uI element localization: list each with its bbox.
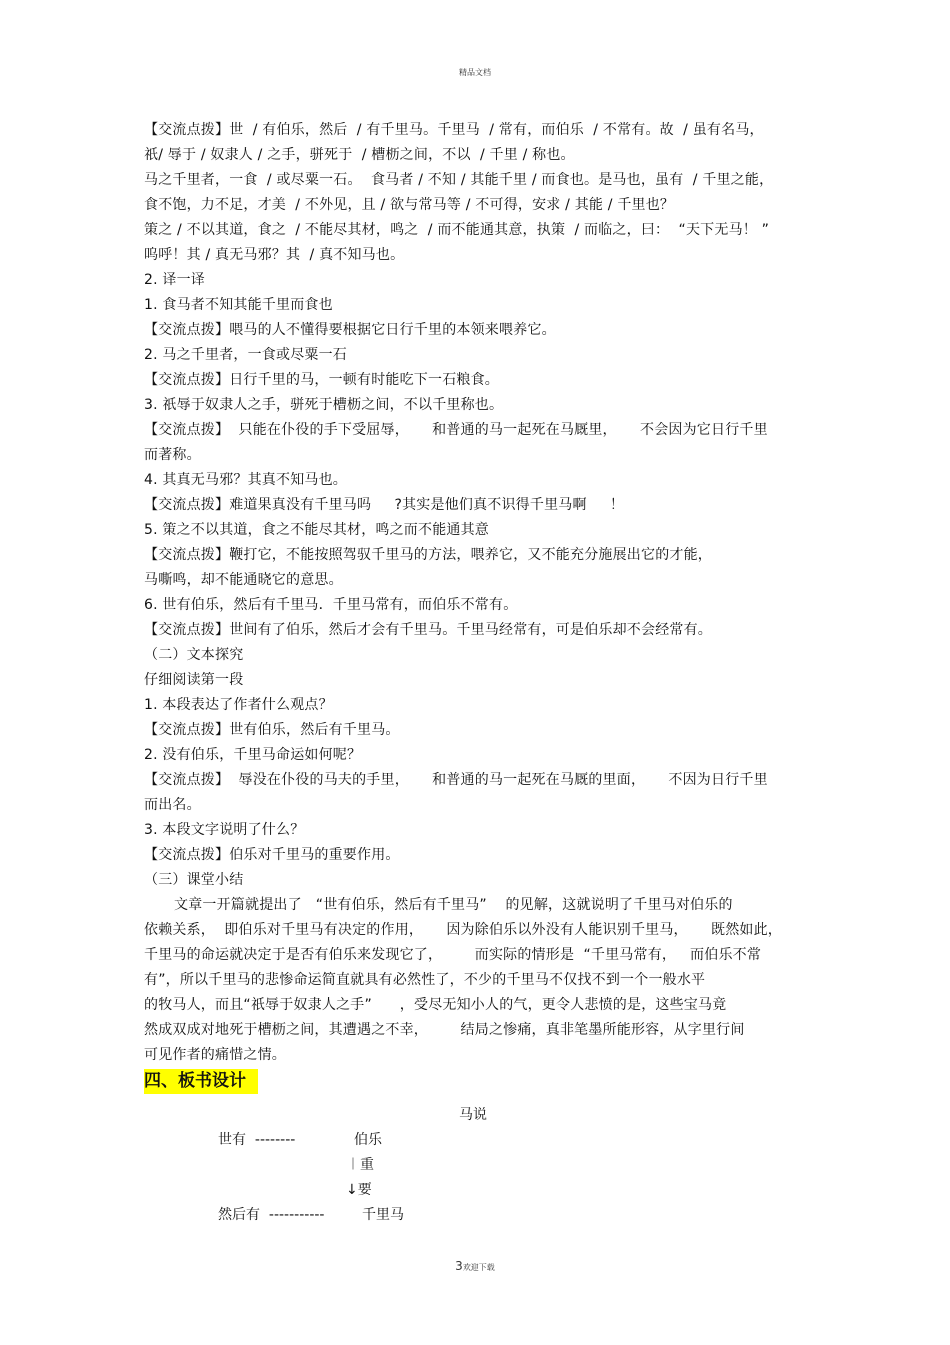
text-line: 3. 本段文字说明了什么？ [144,822,305,838]
text-line: 文章一开篇就提出了 “世有伯乐，然后有千里马” 的见解，这就说明了千里马对伯乐的 [174,897,733,913]
text-line: 4. 其真无马邪？其真不知马也。 [144,472,348,488]
text-line: 有”，所以千里马的悲惨命运简直就具有必然性了，不少的千里马不仅找不到一个一般水平 [144,972,706,988]
text-line: （二）文本探究 [144,647,244,663]
text-line: 食不饱，力不足，才美 / 不外见，且 / 欲与常马等 / 不可得，安求 / 其能 / 千里也？ [144,197,675,213]
text-line: （三）课堂小结 [144,872,244,888]
text-line: 【交流点拨】世有伯乐，然后有千里马。 [144,722,400,738]
text-line: 【交流点拨】难道果真没有千里马吗 ?其实是他们真不识得千里马啊 ！ [144,497,625,513]
board-title: 马说 [459,1107,487,1123]
text-line: 仔细阅读第一段 [144,672,244,688]
text-line: 【交流点拨】伯乐对千里马的重要作用。 [144,847,400,863]
text-line: 可见作者的痛惜之情。 [144,1047,286,1063]
text-line: 然成双成对地死于槽枥之间，其遭遇之不幸， 结局之惨痛，真非笔墨所能形容，从字里行间 [144,1022,745,1038]
text-line: 【交流点拨】 辱没在仆役的马夫的手里， 和普通的马一起死在马厩的里面， 不因为日行千里 [144,772,768,788]
text-line: 2. 译一译 [144,272,206,288]
text-line: 【交流点拨】世 / 有伯乐，然后 / 有千里马。千里马 / 常有，而伯乐 / 不常有。故 / 虽有名马， [144,122,764,138]
summary-paragraph [144,893,824,1068]
body-lines [144,118,824,893]
text-line: 5. 策之不以其道，食之不能尽其材，鸣之而不能通其意 [144,522,490,538]
text-line: 2. 马之千里者，一食或尽粟一石 [144,347,348,363]
text-line: 依赖关系， 即伯乐对千里马有决定的作用， 因为除伯乐以外没有人能识别千里马， 既然如此， [144,922,782,938]
text-line: 而著称。 [144,447,201,463]
text-line: 【交流点拨】世间有了伯乐，然后才会有千里马。千里马经常有，可是伯乐却不会经常有。 [144,622,712,638]
text-line: 【交流点拨】鞭打它，不能按照驾驭千里马的方法，喂养它，又不能充分施展出它的才能， [144,547,712,563]
board-design [144,1094,824,1234]
board-row1-right: 伯乐 [354,1132,382,1148]
board-row2-right: 千里马 [362,1207,404,1223]
text-line: 3. 祇辱于奴隶人之手，骈死于槽枥之间，不以千里称也。 [144,397,504,413]
text-line: 1. 本段表达了作者什么观点？ [144,697,333,713]
board-row2-left: 然后有 ----------- [218,1207,325,1223]
text-line: 而出名。 [144,797,201,813]
text-line: 的牧马人，而且“祇辱于奴隶人之手” ，受尽无知小人的气，更令人悲愤的是，这些宝马竟 [144,997,727,1013]
text-line: 马嘶鸣，却不能通晓它的意思。 [144,572,343,588]
text-line: 【交流点拨】 只能在仆役的手下受屈辱， 和普通的马一起死在马厩里， 不会因为它日行千里 [144,422,768,438]
page-footer [0,1259,950,1273]
text-line: 祇/ 辱于 / 奴隶人 / 之手，骈死于 / 槽枥之间，不以 / 千里 / 称也。 [144,147,575,163]
section-title: 四、板书设计 [144,1069,258,1094]
board-row1-left: 世有 -------- [218,1132,296,1148]
text-line: 千里马的命运就决定于是否有伯乐来发现它了， 而实际的情形是 “千里马常有， 而伯乐不常 [144,947,762,963]
text-line: 6. 世有伯乐，然后有千里马．千里马常有，而伯乐不常有。 [144,597,518,613]
text-line: 呜呼！其 / 真无马邪？其 / 真不知马也。 [144,247,405,263]
text-line: 2. 没有伯乐，千里马命运如何呢？ [144,747,362,763]
page-number: 3 [455,1259,463,1273]
text-line: 【交流点拨】日行千里的马，一顿有时能吃下一石粮食。 [144,372,499,388]
page-header: 精品文档 [459,68,491,77]
document-body [144,118,824,1234]
text-line: 1. 食马者不知其能千里而食也 [144,297,333,313]
board-arrow-mid: ︱重 [346,1157,374,1173]
board-arrow-down: ↓要 [346,1182,372,1198]
text-line: 策之 / 不以其道，食之 / 不能尽其材，鸣之 / 而不能通其意，执策 / 而临之，曰： “天下无马！ ” [144,222,770,238]
footer-text: 欢迎下载 [462,1263,495,1272]
text-line: 【交流点拨】喂马的人不懂得要根据它日行千里的本领来喂养它。 [144,322,556,338]
text-line: 马之千里者，一食 / 或尽粟一石。 食马者 / 不知 / 其能千里 / 而食也。是马也，虽有 / 千里之能， [144,172,774,188]
